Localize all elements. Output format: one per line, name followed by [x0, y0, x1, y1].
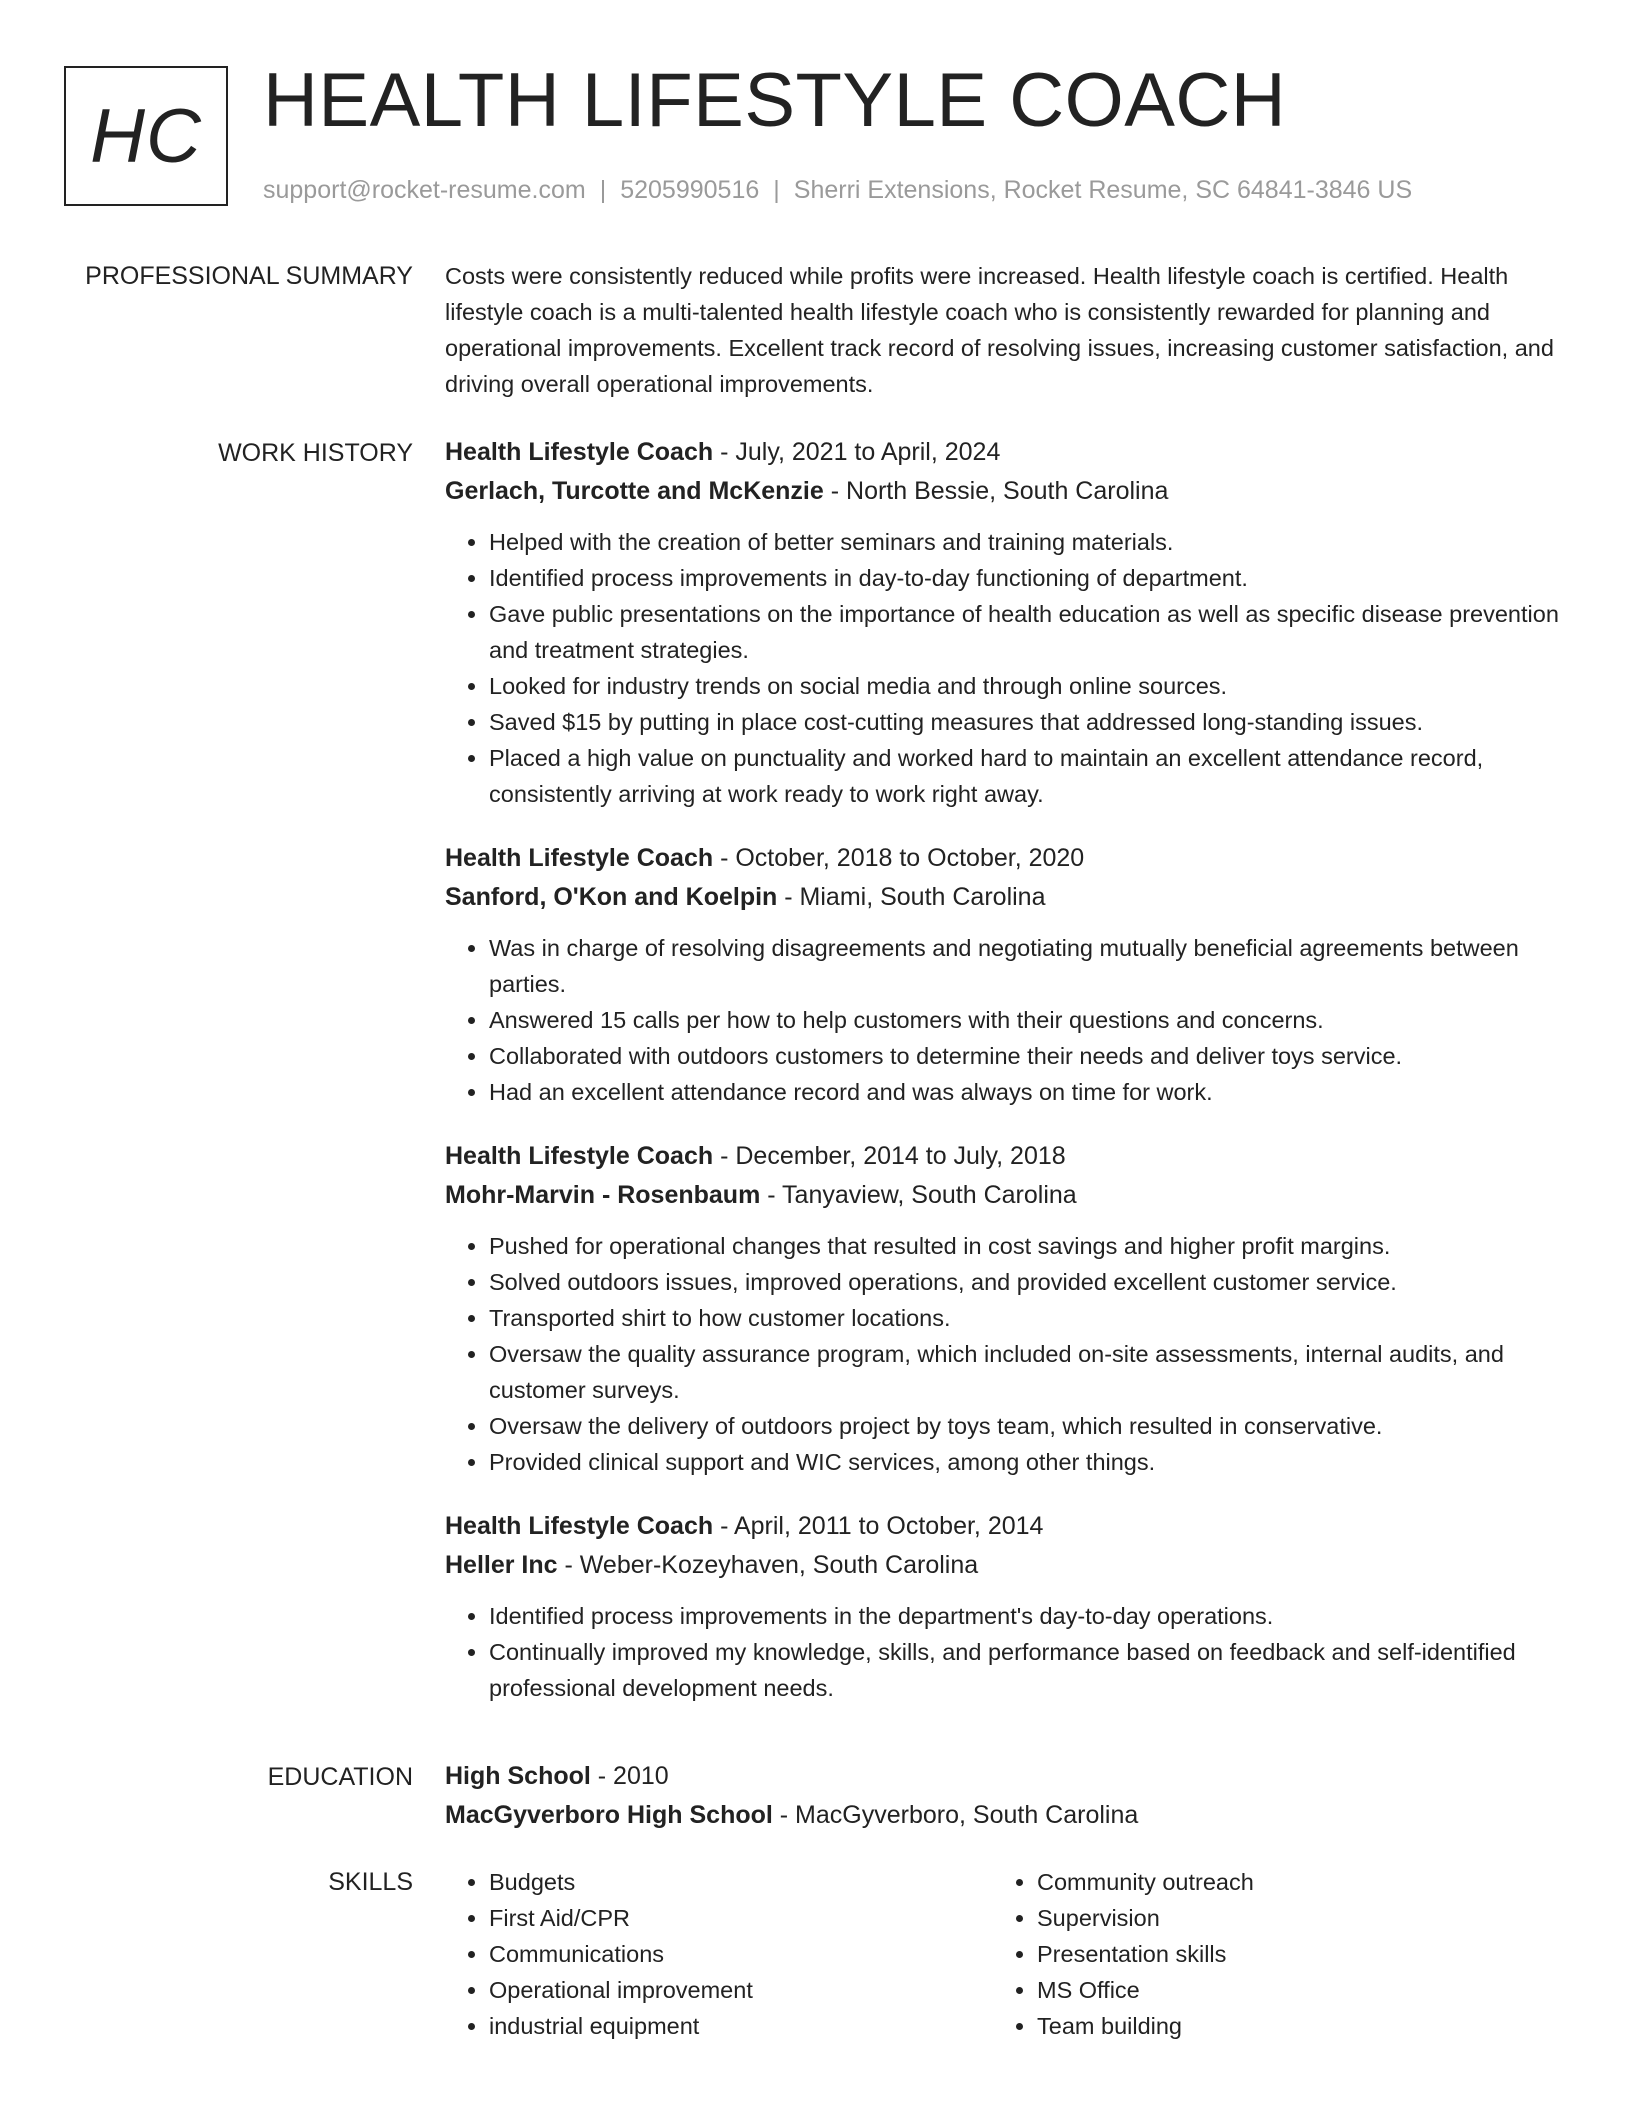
section-label: SKILLS	[328, 1868, 413, 1896]
job-bullets	[445, 524, 1565, 812]
bullet-item: • Helped with the creation of better seminars and training materials.	[489, 524, 1565, 560]
job-entry	[445, 1507, 1565, 1706]
job-location: - Tanyaview, South Carolina	[760, 1181, 1077, 1209]
job-company: Gerlach, Turcotte and McKenzie	[445, 477, 824, 505]
bullet-item: • Had an excellent attendance record and was always on time for work.	[489, 1074, 1565, 1110]
skill-item: • First Aid/CPR	[489, 1900, 993, 1936]
job-company: Heller Inc	[445, 1551, 558, 1579]
bullet-item: • Pushed for operational changes that resulted in cost savings and higher profit margins.	[489, 1228, 1565, 1264]
contact-email[interactable]: support@rocket-resume.com	[263, 176, 586, 204]
bullet-item: • Continually improved my knowledge, skills, and performance based on feedback and self-identified professional development needs.	[489, 1634, 1565, 1706]
contact-line	[263, 173, 1412, 207]
job-title: Health Lifestyle Coach	[445, 844, 714, 872]
bullet-item: • Was in charge of resolving disagreements and negotiating mutually beneficial agreements between parties.	[489, 930, 1565, 1002]
job-company-line	[445, 472, 1565, 511]
skills-column-left	[445, 1864, 993, 2044]
monogram-logo: HC	[64, 66, 228, 206]
bullet-item: • Gave public presentations on the importance of health education as well as specific disease prevention and treatment strategies.	[489, 596, 1565, 668]
skill-item: • Communications	[489, 1936, 993, 1972]
education-degree: High School	[445, 1762, 591, 1790]
bullet-item: • Oversaw the delivery of outdoors project by toys team, which resulted in conservative.	[489, 1408, 1565, 1444]
education-location: - MacGyverboro, South Carolina	[772, 1801, 1139, 1829]
job-entry	[445, 433, 1565, 812]
section-label: WORK HISTORY	[218, 439, 413, 467]
bullet-item: • Looked for industry trends on social media and through online sources.	[489, 668, 1565, 704]
skill-item: • Community outreach	[1037, 1864, 1541, 1900]
education-degree-line	[445, 1757, 1565, 1796]
page-title: HEALTH LIFESTYLE COACH	[263, 58, 1287, 143]
education-year: - 2010	[590, 1762, 669, 1790]
contact-address: Sherri Extensions, Rocket Resume, SC 64841-3846 US	[793, 176, 1413, 204]
skills-grid	[445, 1864, 1565, 2044]
contact-separator: |	[599, 176, 607, 204]
job-bullets	[445, 1228, 1565, 1480]
job-title-line	[445, 1507, 1565, 1546]
job-location: - North Bessie, South Carolina	[823, 477, 1169, 505]
jobs-list	[445, 433, 1565, 1733]
job-bullets	[445, 930, 1565, 1110]
summary-text: Costs were consistently reduced while profits were increased. Health lifestyle coach is certified. Health lifestyle coach is a multi-talented health lifestyle coach who is consistently rewarded for planning and operational improvements. Excellent track record of resolving issues, increasing customer satisfaction, and driving overall operational improvements.	[445, 263, 1554, 397]
bullet-item: • Placed a high value on punctuality and worked hard to maintain an excellent attendance record, consistently arriving at work ready to work right away.	[489, 740, 1565, 812]
contact-separator: |	[773, 176, 780, 204]
job-location: - Miami, South Carolina	[777, 883, 1046, 911]
education-school: MacGyverboro High School	[445, 1801, 773, 1829]
job-dates: - October, 2018 to October, 2020	[713, 844, 1085, 872]
education-school-line	[445, 1796, 1565, 1835]
skill-item: • industrial equipment	[489, 2008, 993, 2044]
bullet-item: • Provided clinical support and WIC services, among other things.	[489, 1444, 1565, 1480]
skill-item: • Team building	[1037, 2008, 1541, 2044]
job-company: Sanford, O'Kon and Koelpin	[445, 883, 778, 911]
bullet-item: • Oversaw the quality assurance program, which included on-site assessments, internal audits, and customer surveys.	[489, 1336, 1565, 1408]
job-title: Health Lifestyle Coach	[445, 438, 714, 466]
skill-item: • Presentation skills	[1037, 1936, 1541, 1972]
job-title: Health Lifestyle Coach	[445, 1142, 714, 1170]
job-dates: - April, 2011 to October, 2014	[713, 1512, 1044, 1540]
job-title: Health Lifestyle Coach	[445, 1512, 714, 1540]
job-company-line	[445, 1176, 1565, 1215]
job-dates: - December, 2014 to July, 2018	[713, 1142, 1066, 1170]
skill-item: • Budgets	[489, 1864, 993, 1900]
job-entry	[445, 1137, 1565, 1480]
bullet-item: • Transported shirt to how customer locations.	[489, 1300, 1565, 1336]
skill-item: • Supervision	[1037, 1900, 1541, 1936]
job-company-line	[445, 1546, 1565, 1585]
bullet-item: • Answered 15 calls per how to help customers with their questions and concerns.	[489, 1002, 1565, 1038]
skill-item: • MS Office	[1037, 1972, 1541, 2008]
bullet-item: • Solved outdoors issues, improved operations, and provided excellent customer service.	[489, 1264, 1565, 1300]
bullet-item: • Identified process improvements in the department's day-to-day operations.	[489, 1598, 1565, 1634]
bullet-item: • Saved $15 by putting in place cost-cutting measures that addressed long-standing issues.	[489, 704, 1565, 740]
bullet-item: • Identified process improvements in day-to-day functioning of department.	[489, 560, 1565, 596]
job-title-line	[445, 839, 1565, 878]
contact-phone[interactable]: 5205990516	[620, 176, 760, 204]
job-company-line	[445, 878, 1565, 917]
job-location: - Weber-Kozeyhaven, South Carolina	[557, 1551, 979, 1579]
section-label: PROFESSIONAL SUMMARY	[85, 262, 413, 290]
job-dates: - July, 2021 to April, 2024	[713, 438, 1001, 466]
skill-item: • Operational improvement	[489, 1972, 993, 2008]
job-title-line	[445, 433, 1565, 472]
section-label: EDUCATION	[267, 1763, 413, 1791]
skills-column-right	[993, 1864, 1541, 2044]
job-title-line	[445, 1137, 1565, 1176]
job-company: Mohr-Marvin - Rosenbaum	[445, 1181, 761, 1209]
job-entry	[445, 839, 1565, 1110]
job-bullets	[445, 1598, 1565, 1706]
bullet-item: • Collaborated with outdoors customers to determine their needs and deliver toys service.	[489, 1038, 1565, 1074]
